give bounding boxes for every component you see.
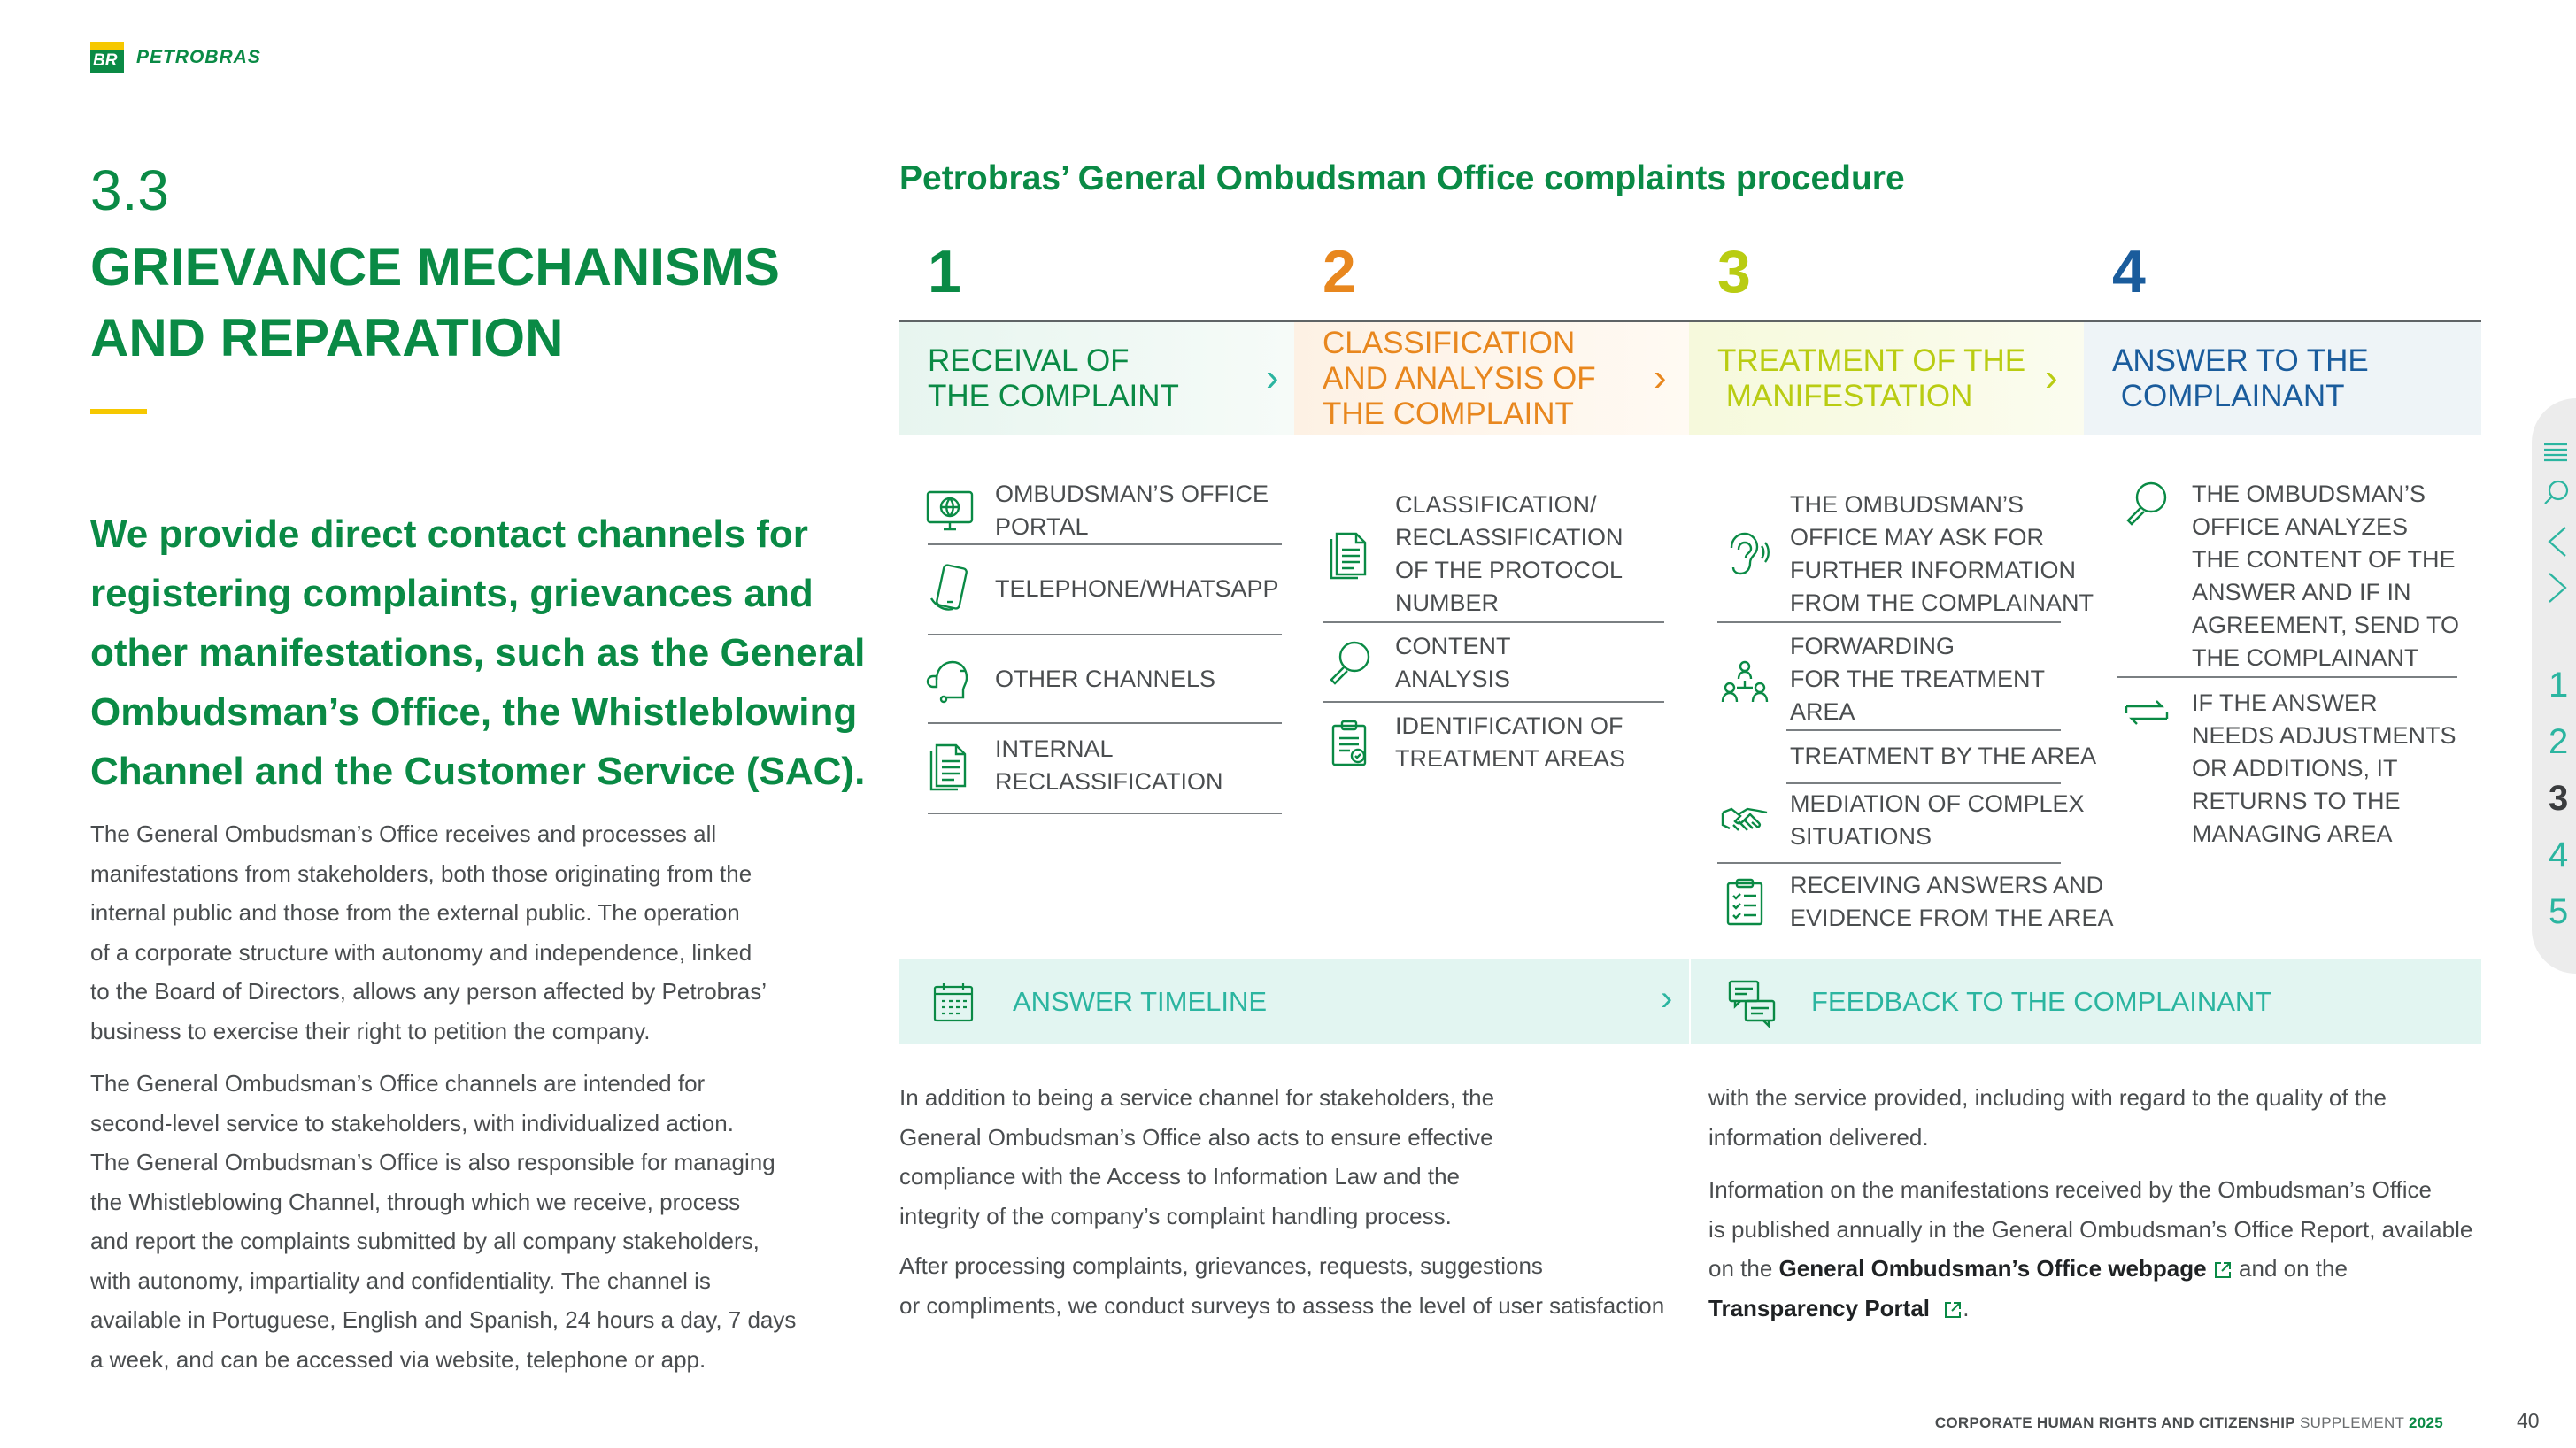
list-item: THE OMBUDSMAN’S OFFICE MAY ASK FOR FURTHER INFORMATION FROM THE COMPLAINANT	[1719, 489, 2094, 620]
answer-timeline-label: ANSWER TIMELINE	[1013, 986, 1268, 1017]
page-number: 40	[2517, 1409, 2540, 1432]
divider	[1717, 621, 2061, 623]
handshake-icon	[1719, 795, 1770, 846]
section-number: 3.3	[90, 158, 169, 222]
chevron-right-icon: ›	[1654, 356, 1667, 399]
phone-icon	[924, 563, 976, 614]
magnifier-icon	[1324, 637, 1376, 689]
list-item: OTHER CHANNELS	[924, 653, 1215, 705]
page-title: GRIEVANCE MECHANISMS AND REPARATION	[90, 237, 780, 367]
calendar-icon	[931, 980, 976, 1024]
list-item: CONTENT ANALYSIS	[1324, 630, 1511, 696]
body-paragraph-1: The General Ombudsman’s Office receives and processes all manifestations from stakeholders, both those originating from the internal public and those from the external public. The operation of a corporate structure with autonomy and independence, linked to the Board of Directors, allows any person affected by Petrobras’ business to exercise their right to petition the company.	[90, 820, 767, 1044]
step-band-4	[2084, 322, 2481, 435]
list-item: IDENTIFICATION OF TREATMENT AREAS	[1324, 710, 1625, 775]
feedback-label: FEEDBACK TO THE COMPLAINANT	[1811, 986, 2272, 1017]
step-label-3: TREATMENT OF THE MANIFESTATION	[1717, 343, 2026, 413]
chevron-right-icon: ›	[1266, 356, 1279, 399]
body-paragraph-4: After processing complaints, grievances, requests, suggestions or compliments, we conduct surveys to assess the level of user satisfaction	[899, 1252, 1665, 1319]
procedure-title: Petrobras’ General Ombudsman Office complaints procedure	[899, 159, 1905, 197]
list-item: RECEIVING ANSWERS AND EVIDENCE FROM THE AREA	[1719, 869, 2114, 935]
step-band-3	[1689, 322, 2084, 435]
list-item: FORWARDING FOR THE TREATMENT AREA	[1719, 630, 2045, 728]
nav-item-2[interactable]: 2	[2549, 722, 2569, 761]
step-number-1: 1	[928, 238, 961, 305]
body-paragraph-3: In addition to being a service channel for stakeholders, the General Ombudsman’s Office also acts to ensure effective compliance with the Access to Information Law and the integrity of the company’s complaint handling process.	[899, 1084, 1495, 1229]
list-item: INTERNAL RECLASSIFICATION	[924, 733, 1223, 798]
clipboard-icon	[1324, 717, 1376, 768]
list-item: THE OMBUDSMAN’S OFFICE ANALYZES THE CONTENT OF THE ANSWER AND IF IN AGREEMENT, SEND TO THE COMPLAINANT	[2121, 478, 2459, 674]
external-link-icon[interactable]	[1943, 1300, 1963, 1320]
menu-icon[interactable]	[2542, 439, 2569, 466]
divider	[928, 634, 1282, 635]
transparency-portal-link[interactable]: Transparency Portal	[1708, 1294, 1930, 1321]
chevron-left-icon[interactable]	[2544, 524, 2571, 559]
ombudsman-webpage-link[interactable]: General Ombudsman’s Office webpage	[1778, 1255, 2207, 1282]
document-icon	[924, 740, 976, 791]
divider	[2117, 676, 2457, 678]
nav-item-3[interactable]: 3	[2549, 779, 2569, 818]
return-arrows-icon	[2121, 687, 2172, 738]
divider	[928, 722, 1282, 724]
computer-icon	[924, 485, 976, 536]
divider	[1786, 782, 2061, 784]
footer-text: CORPORATE HUMAN RIGHTS AND CITIZENSHIP SUPPLEMENT 2025	[1934, 1414, 2443, 1431]
chevron-right-icon: ›	[1661, 979, 1673, 1018]
body-paragraph-6: Information on the manifestations received by the Ombudsman’s Office is published annually in the General Ombudsman’s Office Report, available on the General Ombudsman’s Office webpage and on the Transparency Portal .	[1708, 1176, 2473, 1321]
step-number-2: 2	[1323, 238, 1356, 305]
chat-icon	[1726, 976, 1778, 1028]
divider	[1323, 621, 1664, 623]
list-item: MEDIATION OF COMPLEX SITUATIONS	[1719, 788, 2085, 853]
list-item: IF THE ANSWER NEEDS ADJUSTMENTS OR ADDITIONS, IT RETURNS TO THE MANAGING AREA	[2121, 687, 2456, 851]
external-link-icon[interactable]	[2213, 1260, 2233, 1280]
step-band-2	[1294, 322, 1689, 435]
nav-item-1[interactable]: 1	[2549, 666, 2569, 705]
body-paragraph-2: The General Ombudsman’s Office channels are intended for second-level service to stakeholders, with individualized action. The General Ombudsman’s Office is also responsible for managing the Whistleblowing Channel, through which we receive, process and report the complaints submitted by all company stakeholders, with autonomy, impartiality and confidentiality. The channel is available in Portuguese, English and Spanish, 24 hours a day, 7 days a week, and can be accessed via website, telephone or app.	[90, 1070, 797, 1373]
chevron-right-icon: ›	[2045, 356, 2058, 399]
checklist-icon	[1719, 876, 1770, 928]
step-number-3: 3	[1717, 238, 1751, 305]
body-paragraph-5: with the service provided, including with regard to the quality of the information delivered.	[1708, 1084, 2387, 1151]
search-icon[interactable]	[2542, 478, 2572, 508]
document-icon	[1324, 528, 1376, 580]
title-accent-dash	[90, 409, 147, 414]
ear-icon	[1719, 528, 1770, 580]
list-item: TREATMENT BY THE AREA	[1790, 743, 2097, 769]
divider	[928, 813, 1282, 814]
divider	[1323, 701, 1664, 703]
divider	[928, 543, 1282, 545]
magnifier-icon	[2121, 478, 2172, 529]
feedback-band	[1691, 959, 2481, 1044]
step-label-4: ANSWER TO THE COMPLAINANT	[2112, 343, 2369, 413]
headset-icon	[924, 653, 976, 705]
list-item: TELEPHONE/WHATSAPP	[924, 563, 1279, 614]
step-label-2: CLASSIFICATION AND ANALYSIS OF THE COMPLAINT	[1323, 326, 1596, 431]
nav-item-5[interactable]: 5	[2549, 892, 2569, 931]
step-label-1: RECEIVAL OF THE COMPLAINT	[928, 343, 1179, 413]
answer-timeline-band	[899, 959, 1689, 1044]
step-number-4: 4	[2112, 238, 2146, 305]
list-item: CLASSIFICATION/ RECLASSIFICATION OF THE PROTOCOL NUMBER	[1324, 489, 1623, 620]
team-icon	[1719, 654, 1770, 705]
chevron-right-icon[interactable]	[2544, 570, 2571, 605]
divider	[1717, 862, 2061, 864]
logo-text: PETROBRAS	[136, 47, 261, 67]
logo-mark: BR	[90, 42, 124, 73]
lead-paragraph: We provide direct contact channels for registering complaints, grievances and other manifestations, such as the General Ombudsman’s Office, the Whistleblowing Channel and the Customer Service (SAC).	[90, 512, 866, 793]
list-item: OMBUDSMAN’S OFFICE PORTAL	[924, 478, 1269, 543]
nav-item-4[interactable]: 4	[2549, 836, 2569, 874]
step-band-1	[899, 322, 1294, 435]
divider	[1786, 729, 2061, 731]
petrobras-logo	[90, 42, 261, 73]
